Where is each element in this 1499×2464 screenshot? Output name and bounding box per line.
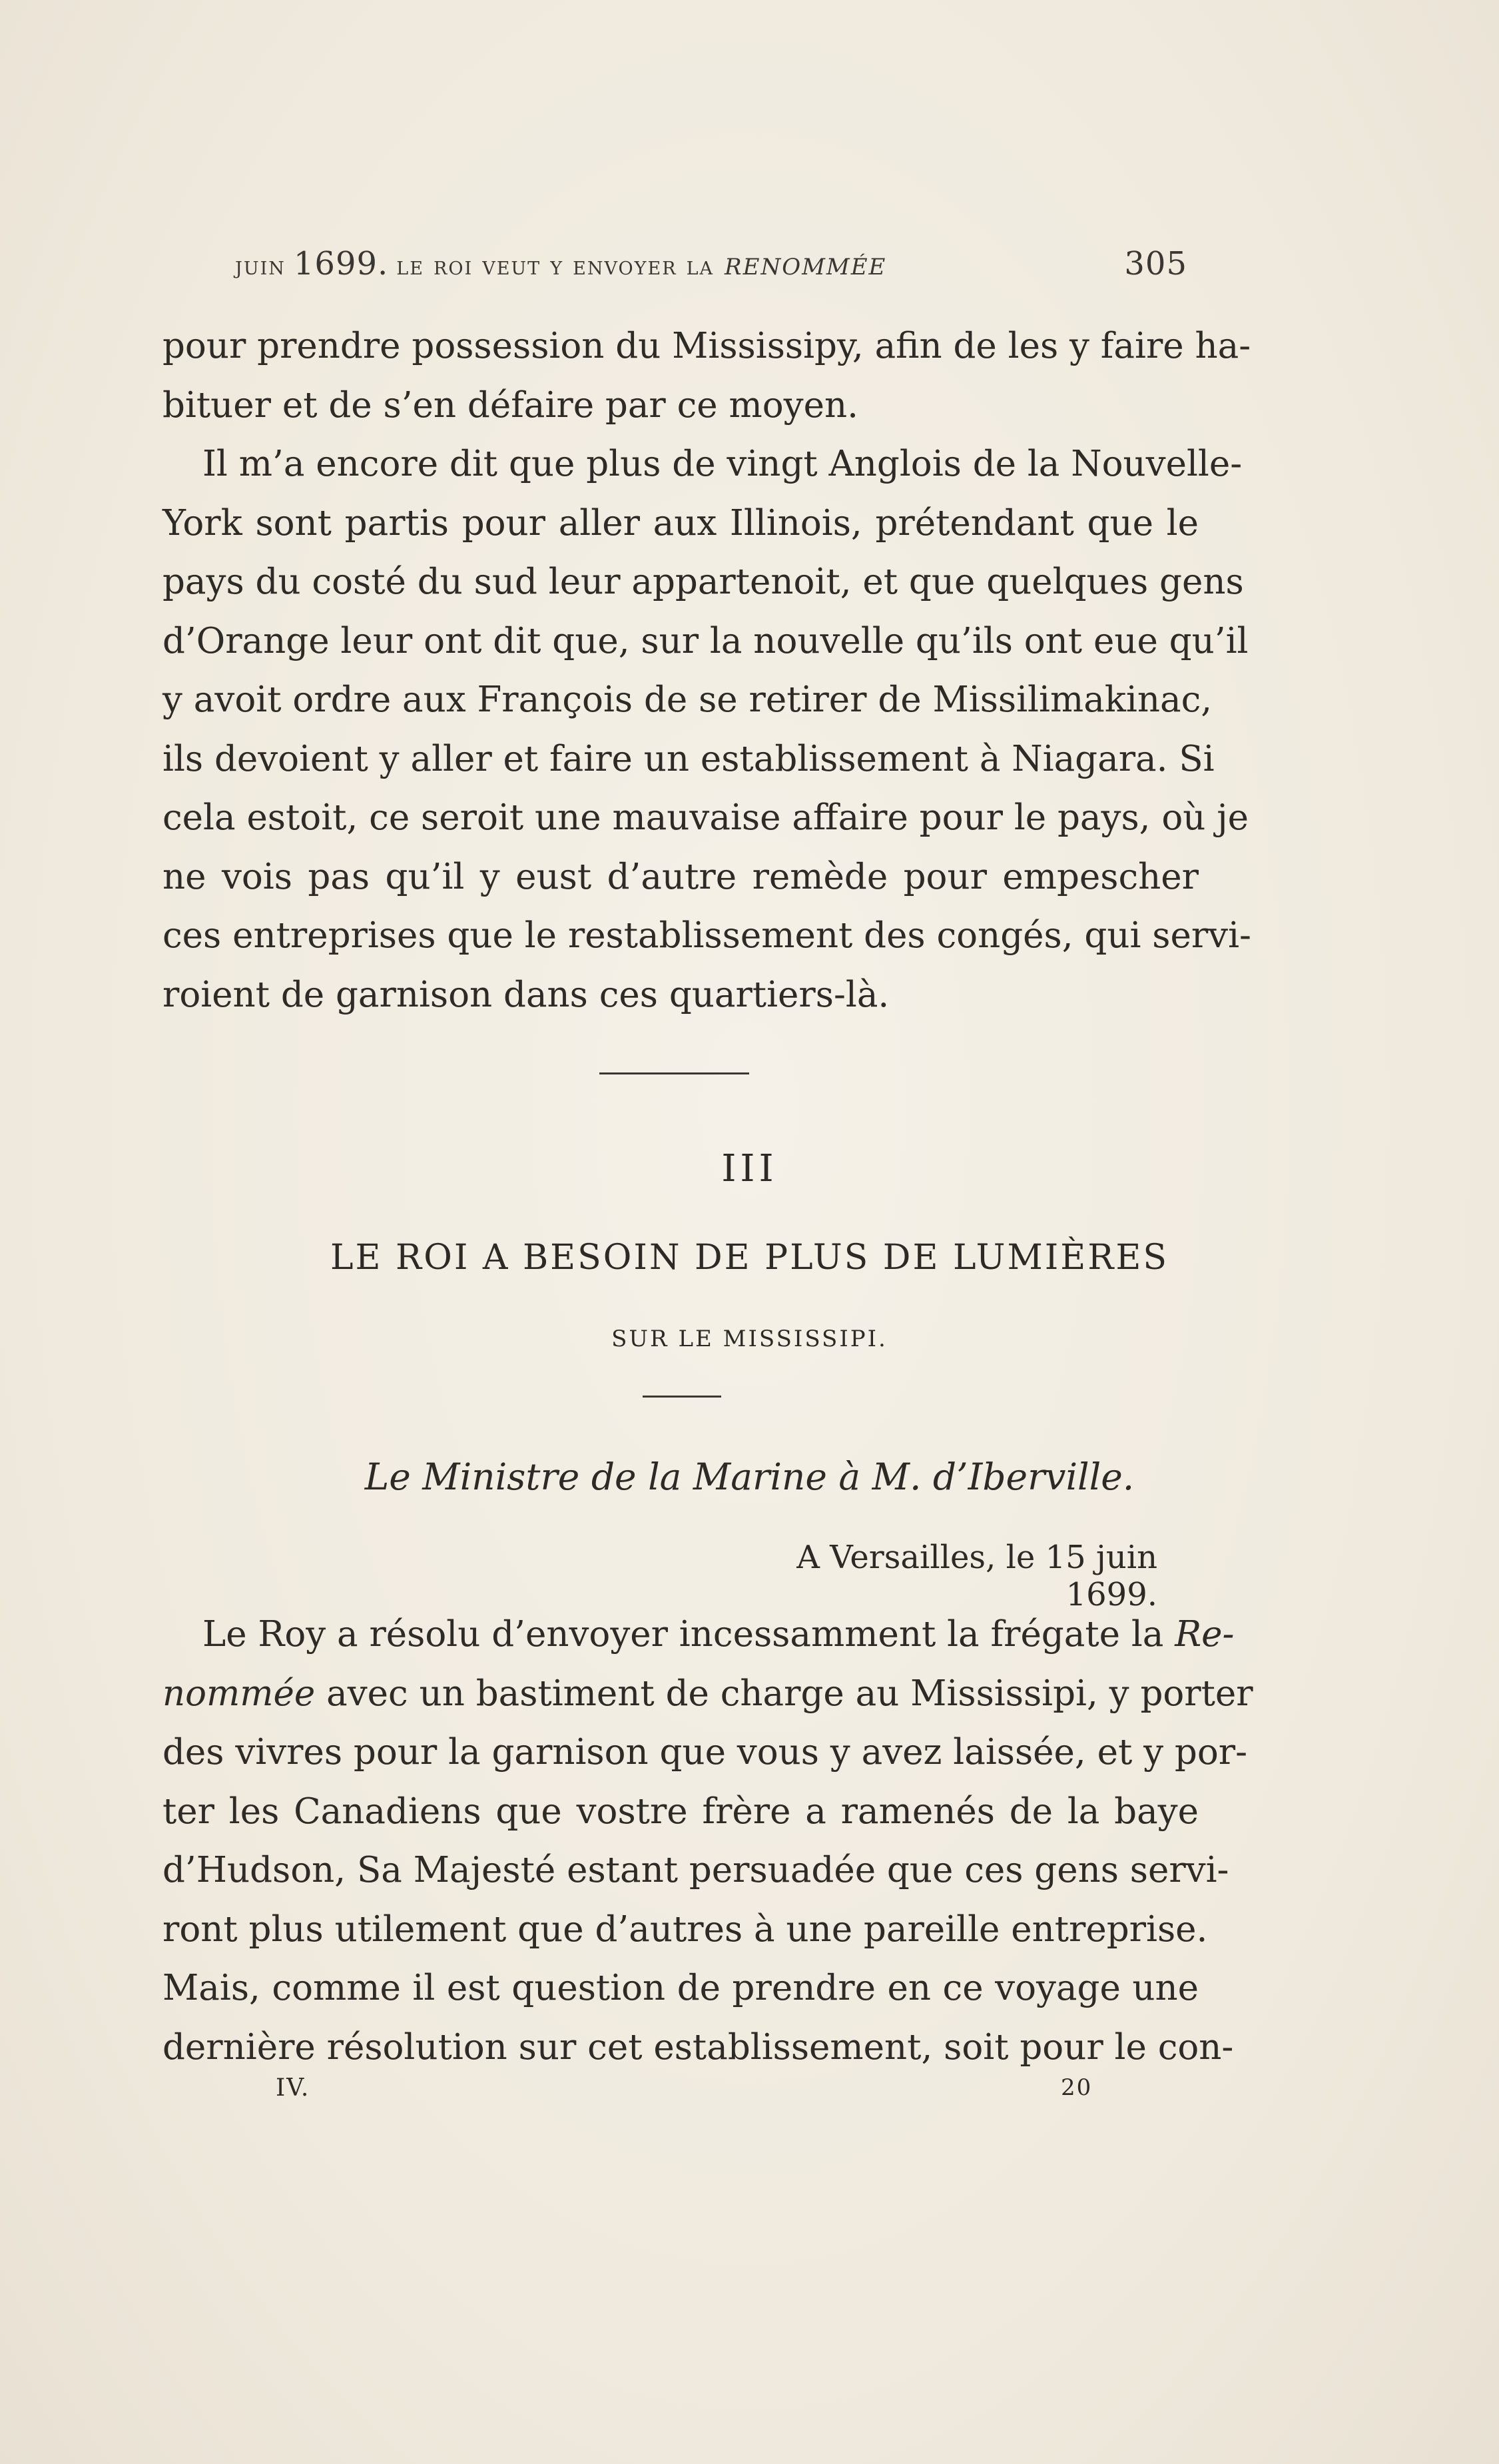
section-number: III <box>721 1147 778 1190</box>
ship-name-part: nommée <box>162 1673 316 1714</box>
header-month: juin <box>235 251 286 280</box>
running-header <box>235 245 1187 285</box>
text-line: roient de garnison dans ces quartiers-là. <box>162 974 890 1015</box>
paragraph-continued <box>162 317 1251 435</box>
text-line: ront plus utilement que d’autres à une pareille entreprise. <box>162 1908 1208 1950</box>
title-divider <box>643 1396 721 1398</box>
text-line: d’Hudson, Sa Majesté estant persuadée que ces gens servi- <box>162 1850 1229 1890</box>
letter-dateline: A Versailles, le 15 juin 1699. <box>796 1539 1157 1613</box>
text-line: ils devoient y aller et faire un establissement à Niagara. Si <box>162 738 1215 779</box>
paragraph-anglois <box>162 435 1251 1025</box>
text-line: ne vois pas qu’il y eust d’autre remède pour empescher <box>162 856 1199 897</box>
text-line: y avoit ordre aux François de se retirer de Missilimakinac, <box>162 679 1213 720</box>
text-line: des vivres pour la garnison que vous y avez laissée, et y por- <box>162 1732 1247 1773</box>
text-line <box>162 1665 1253 1724</box>
volume-mark: IV. <box>276 2074 310 2102</box>
header-year: 1699. <box>293 245 389 282</box>
page-number: 305 <box>1124 245 1187 282</box>
text-line: Mais, comme il est question de prendre en ce voyage une <box>162 1968 1199 2008</box>
text-line: pays du costé du sud leur appartenoit, et que quelques gens <box>162 562 1244 602</box>
section-title: LE ROI A BESOIN DE PLUS DE LUMIÈRES <box>330 1238 1169 1278</box>
text-line: cela estoit, ce seroit une mauvaise affaire pour le pays, où je <box>162 797 1249 838</box>
ship-name-part: Re- <box>1175 1614 1235 1655</box>
text-run: avec un bastiment de charge au Mississipi, y porter <box>315 1673 1253 1714</box>
text-line <box>162 1605 1235 1665</box>
text-line: bituer et de s’en défaire par ce moyen. <box>162 384 858 426</box>
text-line: ces entreprises que le restablissement des congés, qui servi- <box>162 915 1251 956</box>
section-divider <box>599 1072 749 1074</box>
text-line: ter les Canadiens que vostre frère a ramenés de la baye <box>162 1791 1199 1832</box>
text-line: pour prendre possession du Mississipy, afin de les y faire ha- <box>162 326 1251 366</box>
text-line: Il m’a encore dit que plus de vingt Anglois de la Nouvelle- <box>202 444 1243 484</box>
text-line: York sont partis pour aller aux Illinois, prétendant que le <box>162 502 1199 544</box>
text-run: Le Roy a résolu d’envoyer incessamment la frégate la <box>202 1614 1175 1655</box>
text-line: dernière résolution sur cet establissement, soit pour le con- <box>162 2026 1234 2068</box>
section-subtitle: SUR LE MISSISSIPI. <box>611 1326 888 1352</box>
header-title: le roi veut y envoyer la <box>396 251 715 280</box>
text-line: d’Orange leur ont dit que, sur la nouvelle qu’ils ont eue qu’il <box>162 620 1249 661</box>
paragraph-letter <box>162 1605 1253 2077</box>
letter-heading: Le Ministre de la Marine à M. d’Iberville. <box>364 1455 1135 1498</box>
signature-mark: 20 <box>1061 2074 1093 2101</box>
header-ship-name: RENOMMÉE <box>725 254 887 280</box>
